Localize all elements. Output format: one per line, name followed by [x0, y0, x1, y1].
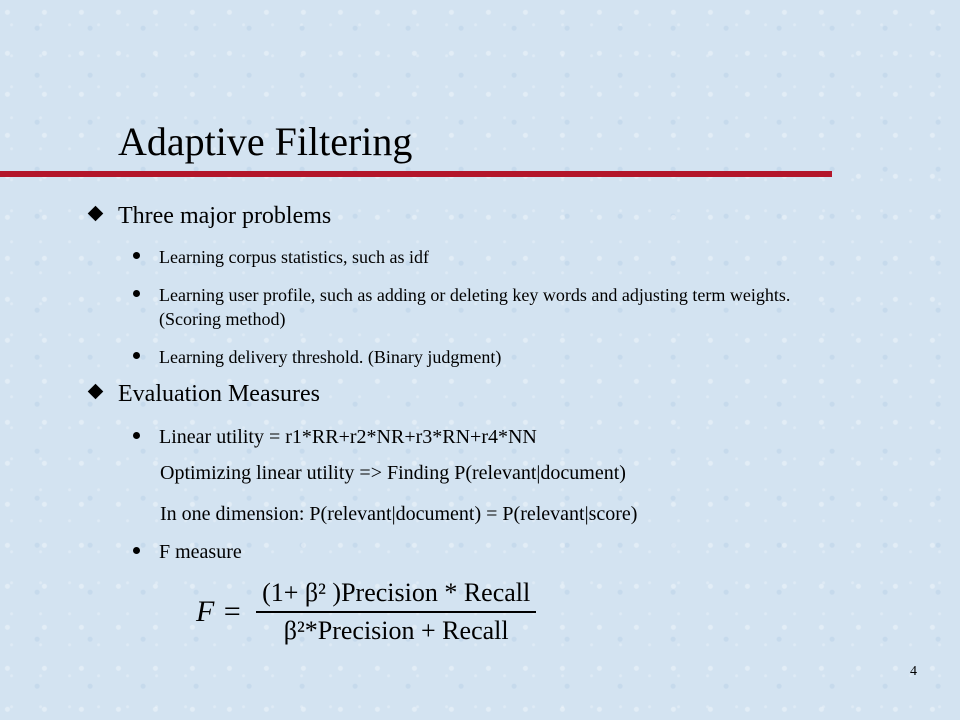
- formula-lhs: F =: [196, 595, 243, 628]
- list-item-text: Learning delivery threshold. (Binary judgment): [159, 347, 502, 367]
- list-item: [133, 540, 242, 564]
- f-measure-formula: [196, 578, 536, 646]
- diamond-bullet-icon: [88, 206, 104, 222]
- formula-numerator: (1+ β² )Precision * Recall: [262, 578, 531, 607]
- list-item: [133, 345, 501, 369]
- section-heading-evaluation: [90, 381, 320, 408]
- diamond-bullet-icon: [88, 384, 104, 400]
- formula-denominator: β²*Precision + Recall: [283, 616, 509, 645]
- list-item-text: Linear utility = r1*RR+r2*NR+r3*RN+r4*NN: [159, 426, 537, 448]
- dot-bullet-icon: [133, 290, 140, 297]
- page-number: 4: [910, 664, 917, 679]
- list-item-text: F measure: [159, 541, 242, 563]
- continuation-line: Optimizing linear utility => Finding P(relevant|document): [160, 462, 626, 484]
- dot-bullet-icon: [133, 252, 140, 259]
- section-heading-text: Evaluation Measures: [118, 381, 320, 407]
- dot-bullet-icon: [133, 352, 140, 359]
- list-item-text: Learning user profile, such as adding or deleting key words and adjusting term weights. (Scoring method): [159, 285, 791, 329]
- section-heading-problems: [90, 203, 331, 230]
- list-item: [133, 283, 853, 331]
- section-heading-text: Three major problems: [118, 203, 332, 229]
- slide-title: Adaptive Filtering: [118, 119, 413, 164]
- continuation-line: In one dimension: P(relevant|document) = P(relevant|score): [160, 503, 638, 525]
- fraction-bar: [256, 611, 536, 613]
- dot-bullet-icon: [133, 432, 140, 439]
- list-item: [133, 425, 537, 449]
- dot-bullet-icon: [133, 547, 140, 554]
- list-item-text: Learning corpus statistics, such as idf: [159, 247, 429, 267]
- title-rule: [0, 171, 832, 177]
- formula-fraction: [256, 578, 536, 646]
- list-item: [133, 245, 429, 269]
